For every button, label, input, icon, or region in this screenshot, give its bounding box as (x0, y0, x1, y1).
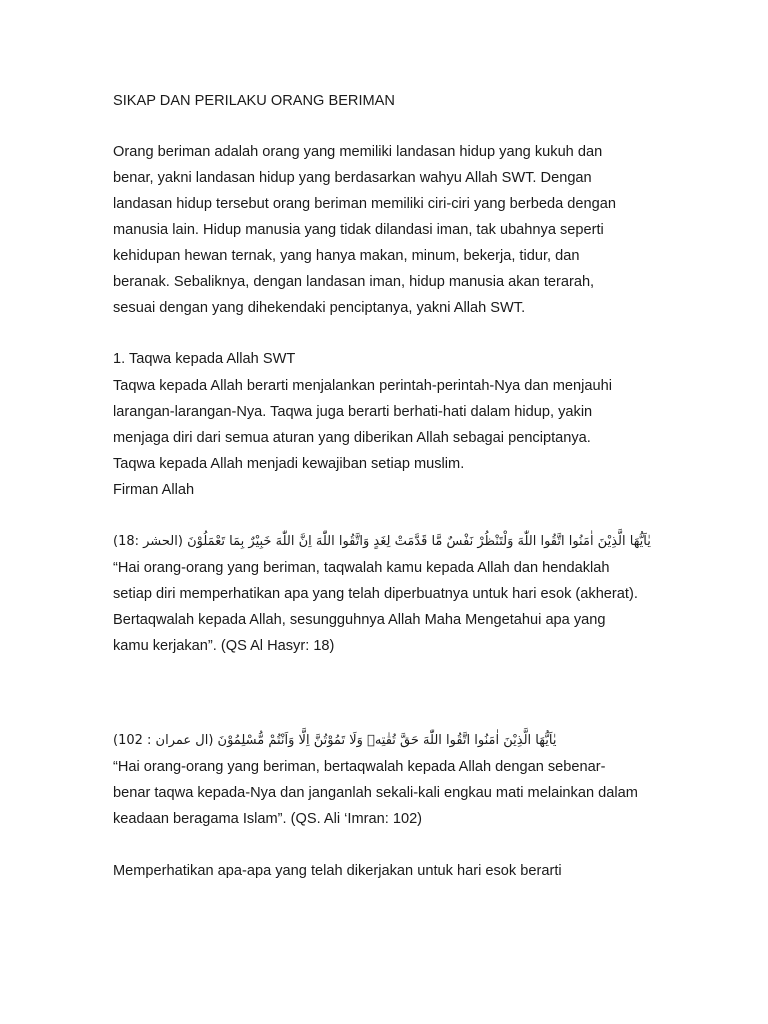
document-title: SIKAP DAN PERILAKU ORANG BERIMAN (113, 93, 395, 109)
section-line: larangan-larangan-Nya. Taqwa juga berarti berhati-hati dalam hidup, yakin (113, 404, 593, 420)
translation-line: keadaan beragama Islam”. (QS. Ali ‘Imran: 102) (113, 811, 423, 827)
intro-line: Orang beriman adalah orang yang memiliki landasan hidup yang kukuh dan (113, 144, 603, 160)
section-line: menjaga diri dari semua aturan yang diberikan Allah sebagai penciptanya. (113, 430, 591, 446)
section-heading: 1. Taqwa kepada Allah SWT (113, 351, 296, 367)
intro-line: kehidupan hewan ternak, yang hanya makan, minum, bekerja, tidur, dan (113, 248, 580, 264)
arabic-verse-2 (113, 731, 557, 751)
closing-line: Memperhatikan apa-apa yang telah dikerjakan untuk hari esok berarti (113, 863, 562, 879)
intro-line: benar, yakni landasan hidup yang berdasarkan wahyu Allah SWT. Dengan (113, 170, 592, 186)
intro-line: sesuai dengan yang dihekendaki penciptanya, yakni Allah SWT. (113, 300, 526, 316)
section-line: Taqwa kepada Allah menjadi kewajiban setiap muslim. (113, 456, 465, 472)
intro-line: beranak. Sebaliknya, dengan landasan iman, hidup manusia akan terarah, (113, 274, 595, 290)
arabic-verse-1 (113, 532, 651, 552)
translation-line: “Hai orang-orang yang beriman, taqwalah kamu kepada Allah dan hendaklah (113, 560, 610, 576)
translation-line: Bertaqwalah kepada Allah, sesungguhnya Allah Maha Mengetahui apa yang (113, 612, 606, 628)
arabic-verse-1-text: يٰاَيُّهَا الَّذِيْنَ اٰمَنُوا اتَّقُوا اللّٰهَ وَلْتَنْظُرْ نَفْسٌ مَّا قَدَّمَتْ لِغَدٍ وَاتَّقُوا اللّٰهَ اِنَّ اللّٰهَ خَبِيْرٌ بِمَا تَعْمَلُوْنَ (الحشر :18) (113, 534, 651, 549)
section-line: Firman Allah (113, 482, 195, 498)
translation-line: “Hai orang-orang yang beriman, bertaqwalah kepada Allah dengan sebenar- (113, 759, 606, 775)
section-line: Taqwa kepada Allah berarti menjalankan perintah-perintah-Nya dan menjauhi (113, 378, 612, 394)
translation-line: setiap diri memperhatikan apa yang telah diperbuatnya untuk hari esok (akherat). (113, 586, 638, 602)
arabic-verse-2-text: يٰاَيُّهَا الَّذِيْنَ اٰمَنُوا اتَّقُوا اللّٰهَ حَقَّ تُقٰتِهٖ وَلَا تَمُوْتُنَّ اِلَّا وَاَنْتُمْ مُّسْلِمُوْنَ (ال عمران : 102) (113, 733, 557, 748)
intro-line: landasan hidup tersebut orang beriman memiliki ciri-ciri yang berbeda dengan (113, 196, 616, 212)
translation-line: benar taqwa kepada-Nya dan janganlah sekali-kali engkau mati melainkan dalam (113, 785, 638, 801)
translation-line: kamu kerjakan”. (QS Al Hasyr: 18) (113, 638, 335, 654)
intro-line: manusia lain. Hidup manusia yang tidak dilandasi iman, tak ubahnya seperti (113, 222, 604, 238)
